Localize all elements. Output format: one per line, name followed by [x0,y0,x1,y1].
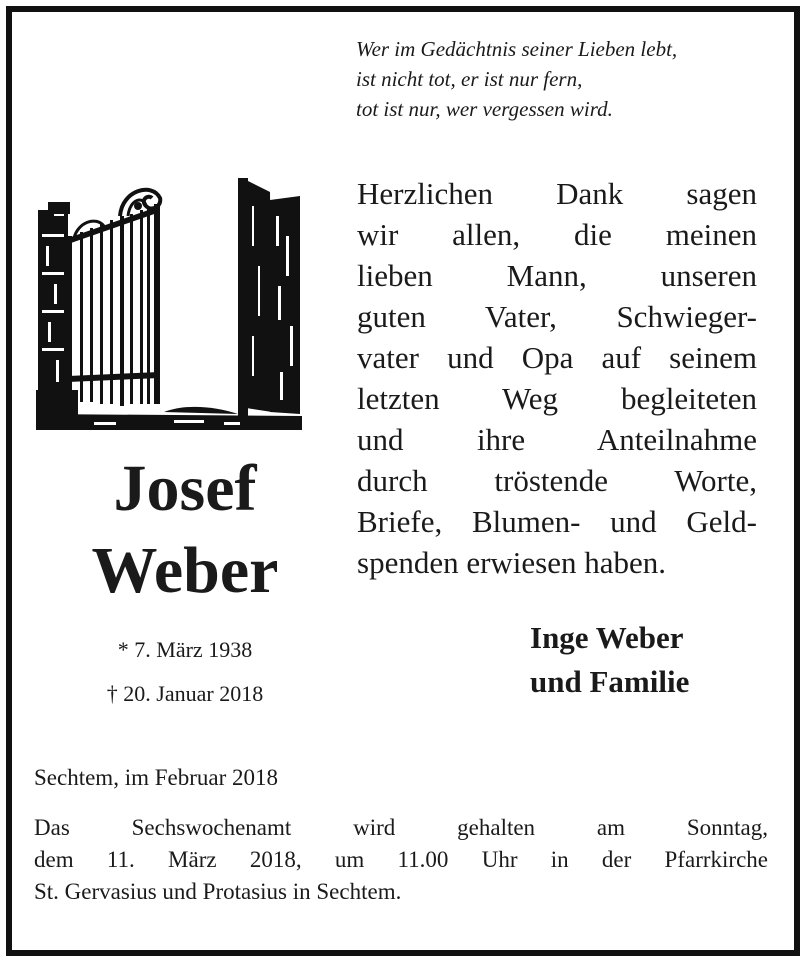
notice-line: dem 11. März 2018, um 11.00 Uhr in der Pfarrkirche [34,847,768,872]
thanks-line: Briefe, Blumen- und Geld- [357,504,757,539]
death-date: † 20. Januar 2018 [106,681,264,706]
thanks-line: spenden erwiesen haben. [357,545,667,580]
open-gate-icon [34,176,304,430]
thanks-line: Herzlichen Dank sagen [357,176,757,211]
signature-family: und Familie [530,664,690,699]
first-name: Josef [113,452,257,525]
life-dates [40,628,330,716]
signature [480,616,780,704]
thanks-line: letzten Weg begleiteten [357,381,757,416]
notice-line: Das Sechswochenamt wird gehalten am Sonntag, [34,815,768,840]
quote-line: tot ist nur, wer vergessen wird. [356,97,613,121]
thanks-line: wir allen, die meinen [357,217,757,252]
thanks-line: durch tröstende Worte, [357,463,757,498]
quote-line: ist nicht tot, er ist nur fern, [356,67,583,91]
service-notice [34,812,768,908]
thanks-line: vater und Opa auf seinem [357,340,757,375]
signature-name: Inge Weber [530,620,684,655]
quote-line: Wer im Gedächtnis seiner Lieben lebt, [356,37,678,61]
memorial-quote [356,34,776,124]
birth-date: * 7. März 1938 [117,637,253,662]
place-date: Sechtem, im Februar 2018 [34,765,279,790]
thanks-text [357,173,757,583]
thanks-line: lieben Mann, unseren [357,258,757,293]
last-name: Weber [91,534,279,607]
notice-line: St. Gervasius und Protasius in Sechtem. [34,879,402,904]
deceased-name [40,448,330,612]
thanks-line: guten Vater, Schwieger- [357,299,757,334]
thanks-line: und ihre Anteilnahme [357,422,757,457]
